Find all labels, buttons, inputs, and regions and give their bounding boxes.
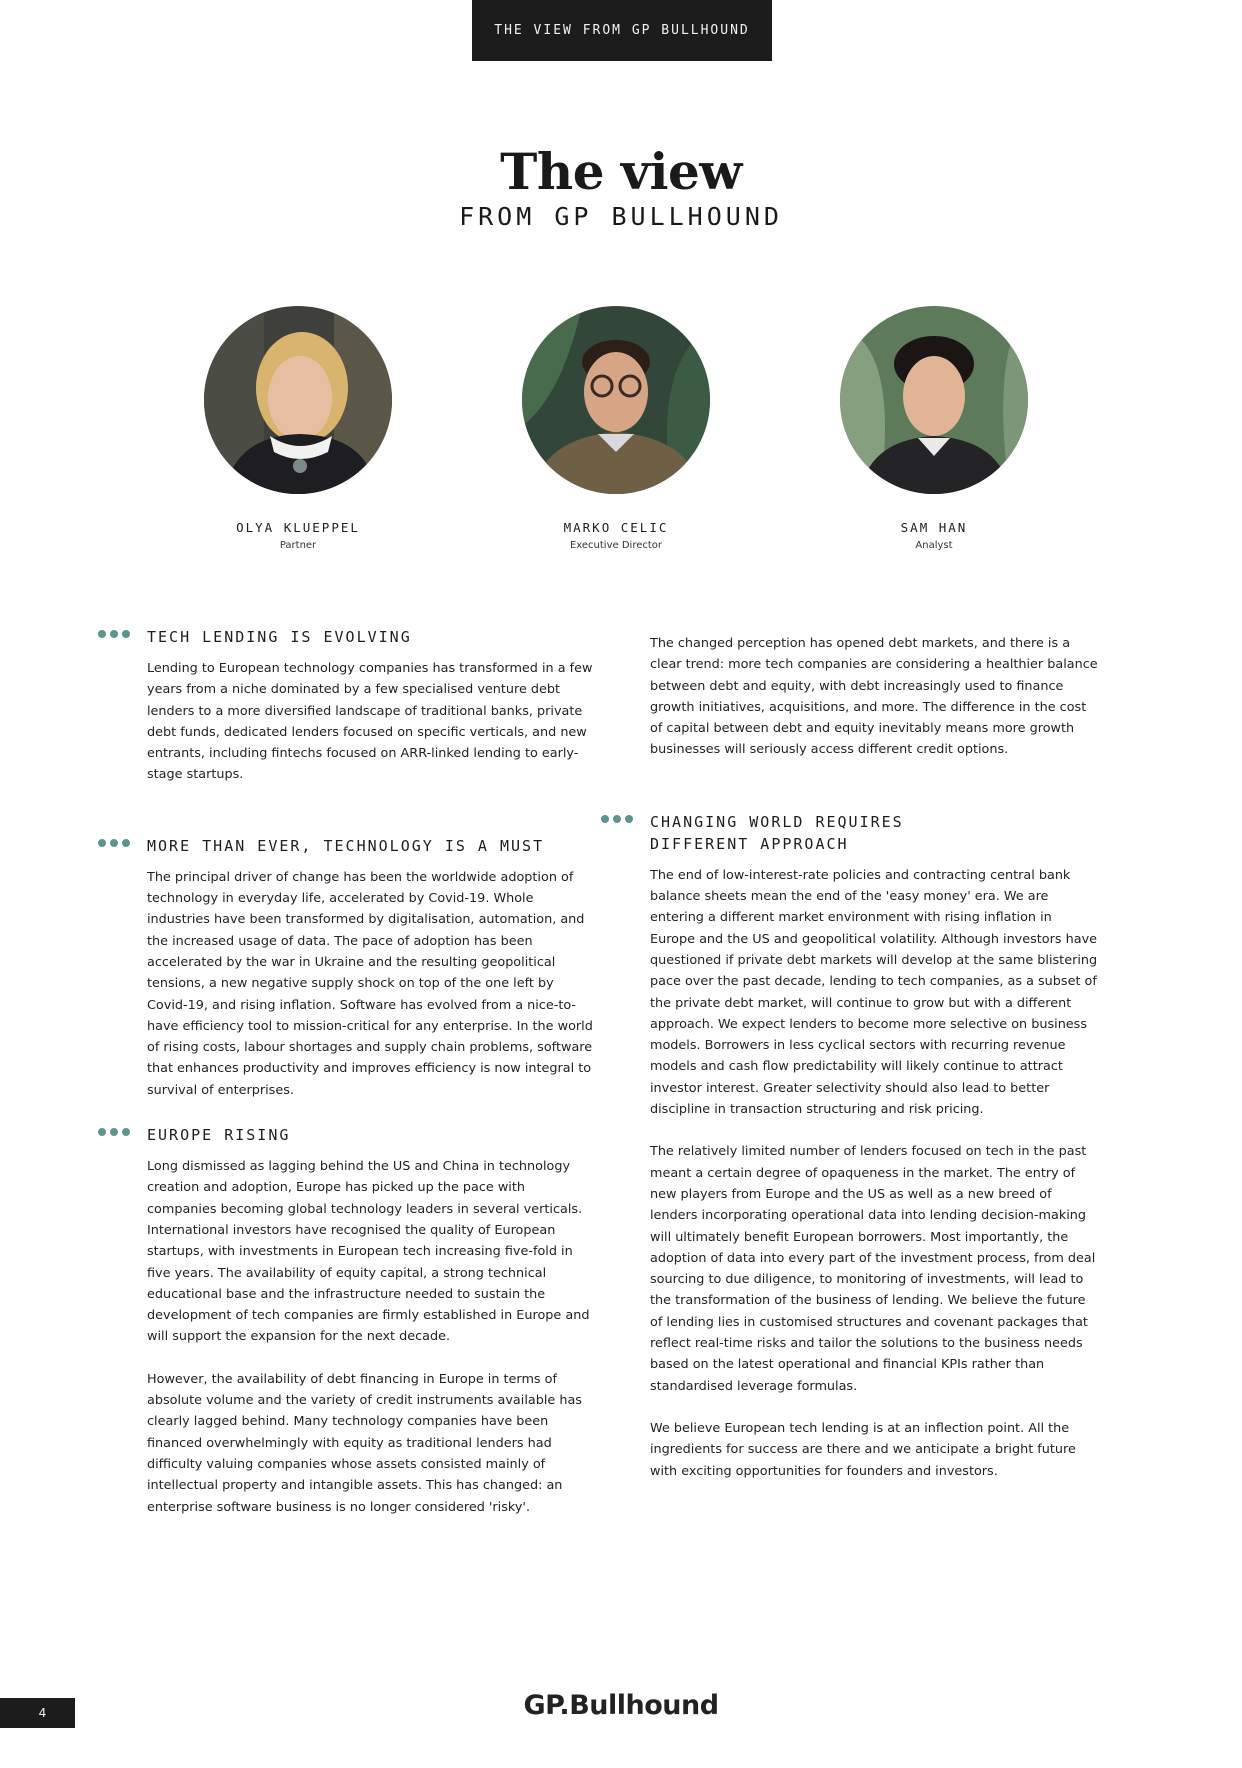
page-subtitle: FROM GP BULLHOUND (459, 202, 783, 231)
person-role: Executive Director (569, 540, 663, 551)
person-card (814, 306, 1054, 551)
bullet-dots-icon (98, 1128, 130, 1136)
intro-paragraph: The changed perception has opened debt markets, and there is a clear trend: more tech companies are considering a healthier balance between debt and equity, with debt increasingly used to finance growth initiatives, acquisitions, and more. The difference in the cost of capital between debt and equity inevitably means more growth businesses will seriously access different credit options. (650, 636, 1098, 758)
page-title: The view (500, 142, 742, 201)
bullet-dots-icon (601, 815, 633, 823)
section-heading: EUROPE RISING (147, 1126, 291, 1145)
section-paragraph: Long dismissed as lagging behind the US and China in technology creation and adoption, Europe has picked up the pace with companies becoming global technology leaders in several verticals. International investors have recognised the quality of European startups, with investments in European tech increasing five-fold in five years. The availability of equity capital, a strong technical educational base and the infrastructure needed to sustain the development of tech companies are firmly established in Europe and will support the expansion for the next decade. (147, 1159, 590, 1345)
left-column (147, 626, 597, 1518)
section-heading-line: DIFFERENT APPROACH (650, 834, 849, 853)
section-paragraph: We believe European tech lending is at an inflection point. All the ingredients for success are there and we anticipate a bright future with exciting opportunities for founders and investors. (650, 1420, 1076, 1479)
section-changing-world (650, 811, 1100, 1482)
person-role: Analyst (915, 540, 953, 551)
person-role: Partner (279, 540, 317, 551)
person-card (496, 306, 736, 551)
header-tab: THE VIEW FROM GP BULLHOUND (472, 0, 772, 61)
section-heading-line: CHANGING WORLD REQUIRES (650, 812, 904, 831)
portrait-photo-icon (840, 306, 1028, 494)
person-name: OLYA KLUEPPEL (236, 520, 360, 535)
section-technology-must (147, 835, 597, 1101)
section-paragraph: The relatively limited number of lenders focused on tech in the past meant a certain degree of opaqueness in the market. The entry of new players from Europe and the US as well as a new breed of lenders incorporating operational data into lending decision-making will ultimately benefit European borrowers. Most importantly, the adoption of data into every part of the investment process, from deal sourcing to due diligence, to monitoring of investments, will lead to the transformation of the business of lending. We believe the future of lending lies in customised structures and covenant packages that reflect real-time risks and tailor the solutions to the business needs based on the latest operational and financial KPIs rather than standardised leverage formulas. (650, 1144, 1096, 1394)
section-paragraph: However, the availability of debt financing in Europe in terms of absolute volume and the variety of credit instruments available has clearly lagged behind. Many technology companies have been financed overwhelmingly with equity as traditional lenders had difficulty valuing companies whose assets consisted mainly of intellectual property and intangible assets. This has changed: an enterprise software business is no longer considered 'risky'. (147, 1371, 582, 1515)
section-paragraph: Lending to European technology companies has transformed in a few years from a niche dominated by a few specialised venture debt lenders to a more diversified landscape of traditional banks, private debt funds, dedicated lenders focused on specific verticals, and new entrants, including fintechs focused on ARR-linked lending to early-stage startups. (147, 661, 593, 783)
person-card (178, 306, 418, 551)
footer-logo: GP.Bullhound (523, 1690, 719, 1721)
section-paragraph: The principal driver of change has been the worldwide adoption of technology in everyday life, accelerated by Covid-19. Whole industries have been transformed by digitalisation, automation, and the increased usage of data. The pace of adoption has been accelerated by the war in Ukraine and the resulting geopolitical tensions, a new negative supply shock on top of the one left by Covid-19, and rising inflation. Software has evolved from a nice-to-have efficiency tool to mission-critical for any enterprise. In the world of rising costs, labour shortages and supply chain problems, software that enhances productivity and improves efficiency is now integral to survival of enterprises. (147, 869, 593, 1098)
bullet-dots-icon (98, 630, 130, 638)
portrait-photo-icon (204, 306, 392, 494)
page-number: 4 (0, 1698, 75, 1728)
avatar-sam-han (840, 306, 1028, 494)
avatar-olya-klueppel (204, 306, 392, 494)
portrait-photo-icon (522, 306, 710, 494)
right-column (650, 633, 1100, 1482)
section-heading: TECH LENDING IS EVOLVING (147, 628, 412, 646)
avatar-marko-celic (522, 306, 710, 494)
section-europe-rising (147, 1124, 597, 1518)
person-name: MARKO CELIC (563, 520, 669, 535)
person-name: SAM HAN (900, 520, 968, 535)
section-paragraph: The end of low-interest-rate policies and contracting central bank balance sheets mean the end of the 'easy money' era. We are entering a different market environment with rising inflation in Europe and the US and geopolitical volatility. Although investors have questioned if private debt markets will develop at the same blistering pace over the past decade, lending to tech companies, as a subset of the private debt market, will continue to grow but with a different approach. We expect lenders to become more selective on business models. Borrowers in less cyclical sectors with recurring revenue models and cash flow predictability will likely continue to attract investor interest. Greater selectivity should also lead to better discipline in transaction structuring and risk pricing. (650, 867, 1098, 1118)
section-heading: MORE THAN EVER, TECHNOLOGY IS A MUST (147, 836, 545, 855)
section-tech-lending (147, 626, 597, 786)
bullet-dots-icon (98, 839, 130, 847)
